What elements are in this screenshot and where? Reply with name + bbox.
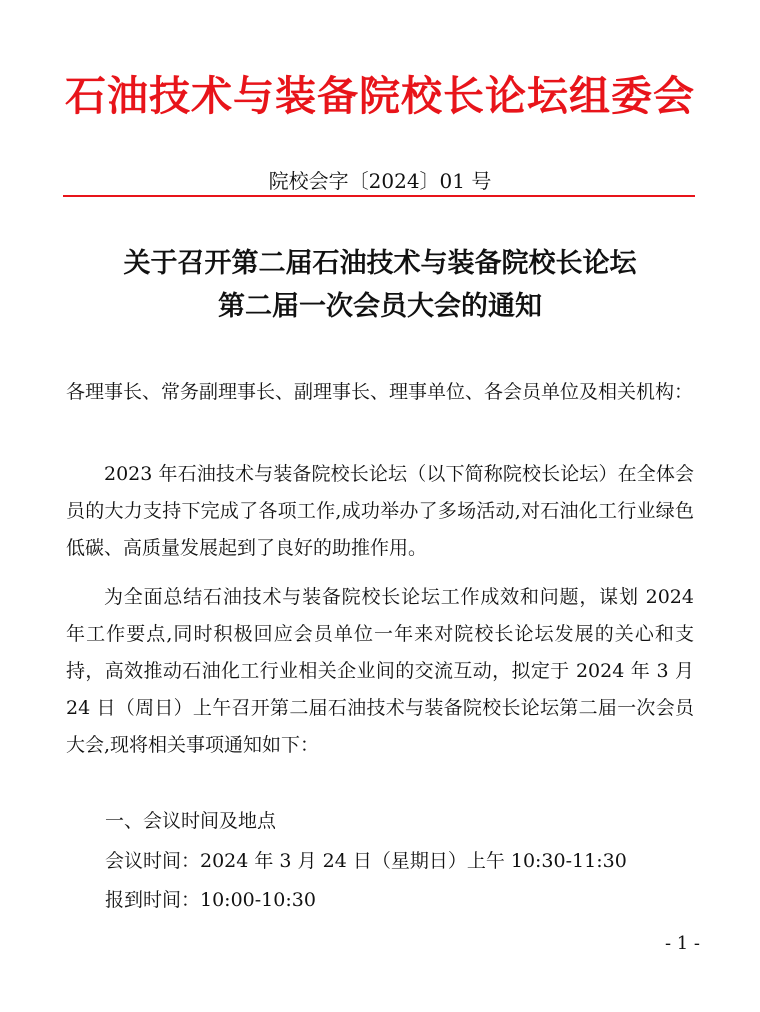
page-number: - 1 - [664, 933, 700, 954]
paragraph-2: 为全面总结石油技术与装备院校长论坛工作成效和问题，谋划 2024 年工作要点,同时积极回应会员单位一年来对院校长论坛发展的关心和支持，高效推动石油化工行业相关企业间的交流互动，拟定于 2024 年 3 月 24 日（周日）上午召开第二届石油技术与装备院校长论坛第二届一次会员大会,现将相关事项通知如下： [66, 586, 694, 756]
title-line-1: 关于召开第二届石油技术与装备院校长论坛 [123, 248, 637, 279]
document-title [40, 242, 720, 328]
paragraph-1: 2023 年石油技术与装备院校长论坛（以下简称院校长论坛）在全体会员的大力支持下完成了各项工作,成功举办了多场活动,对石油化工行业绿色低碳、高质量发展起到了良好的助推作用。 [66, 463, 694, 559]
meeting-time: 会议时间：2024 年 3 月 24 日（星期日）上午 10:30-11:30 [105, 850, 627, 872]
salutation: 各理事长、常务副理事长、副理事长、理事单位、各会员单位及相关机构： [66, 381, 694, 403]
section-1-heading: 一、会议时间及地点 [105, 810, 277, 832]
title-line-2: 第二届一次会员大会的通知 [218, 291, 542, 322]
header-divider [63, 195, 695, 197]
organization-header: 石油技术与装备院校长论坛组委会 [65, 72, 695, 120]
document-number: 院校会字〔2024〕01 号 [268, 169, 492, 193]
checkin-time: 报到时间：10:00-10:30 [105, 889, 316, 911]
